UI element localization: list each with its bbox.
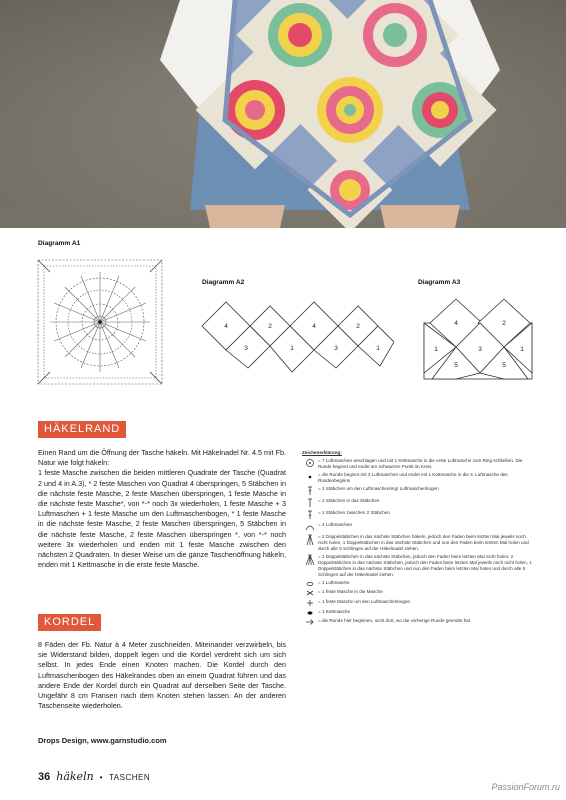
a3-label-3: 1 (434, 346, 438, 353)
page-number: 36 (38, 771, 51, 783)
round-start-icon (302, 472, 318, 482)
kordel-heading: KORDEL (38, 614, 101, 631)
diagram-a2-chart (198, 296, 394, 376)
kordel-text: 8 Fäden der Fb. Natur à 4 Meter zuschneiden. Miteinander verzwirbeln, bis sie Widerstand bilden, doppelt legen und die Kordel verdreht sich um sich selbst. In jedes Ende einen Knoten machen. Die Kordel durch den Luftmaschenbogen des Häkelrandes oben an einem Quadrat führen und das andere Ende der Kordel durch ein Quadrat auf derselben Seite der Tasche. Ungefähr 8 cm Fransen nach dem Knoten stehen lassen. An der anderen Taschenseite wiederholen. (38, 640, 286, 711)
diagram-a3-title: Diagramm A3 (418, 279, 461, 286)
legend-row (302, 618, 532, 626)
legend-text: = 1 Stäbchen in das Stäbchen (318, 498, 380, 503)
legend-row (302, 589, 532, 597)
legend-row (302, 599, 532, 607)
chain-loop-icon (302, 522, 318, 532)
dc-icon (302, 498, 318, 508)
diagram-a3-chart (420, 293, 536, 389)
credit-line: Drops Design, www.garnstudio.com (38, 736, 167, 745)
legend-text: = 1 Doppelstäbchen in das nächste Stäbchen, jedoch den Faden beim letzten Mal nicht holen, 2 Doppelstäbchen in das nächste Stäbchen, jedoch den Faden beim letzten Mal jeweils noch nicht holen, 1 Doppelstäbchen in das nächste Stäbchen und nun den Faden beim letzten Mal holen und durch alle 5 Schlingen auf der Häkelnadel ziehen. (318, 554, 532, 577)
legend-row (302, 534, 532, 552)
a3-label-5: 5 (454, 362, 458, 369)
a3-label-7: 5 (502, 362, 506, 369)
a2-label-2: 3 (244, 345, 248, 352)
legend-row (302, 458, 532, 470)
haekelrand-heading: HÄKELRAND (38, 421, 126, 438)
legend-row (302, 498, 532, 508)
legend-text: = 4 Luftmaschen (318, 522, 353, 527)
arrow-icon (302, 618, 318, 626)
a2-label-1: 4 (224, 323, 228, 330)
legend-row (302, 472, 532, 484)
legend-text: = die Runde beginnt mit 3 Luftmaschen und endet mit 1 Kettmasche in die 3. Luftmasche des Rundenbeginns (318, 472, 508, 483)
a2-label-5: 4 (312, 323, 316, 330)
legend-text: = die Runde hier beginnen, nicht dort, wo die vorherige Runde geendet hat (318, 618, 471, 623)
a3-label-4: 3 (478, 346, 482, 353)
legend-text: = 1 feste Masche in die Masche (318, 589, 383, 594)
a3-label-2: 2 (502, 320, 506, 327)
a2-label-8: 1 (376, 345, 380, 352)
sc-icon (302, 589, 318, 597)
ring-icon (302, 458, 318, 468)
cluster-3-icon (302, 554, 318, 566)
legend-text: = 2 Doppelstäbchen in das nächste Stäbchen häkeln, jedoch den Faden beim letzten Mal jeweils noch nicht holen, 1 Doppelstäbchen in das nächste Stäbchen und nun den Faden beim letzten Mal holen und durch alle 5 Schlingen auf der Häkelnadel ziehen. (318, 534, 529, 551)
symbol-legend (302, 450, 532, 628)
bag-photo-illustration (0, 0, 566, 228)
dc-chain-icon (302, 486, 318, 496)
dc-between-icon (302, 510, 318, 520)
diagram-a1-title: Diagramm A1 (38, 240, 81, 247)
page-footer (38, 770, 150, 783)
a2-label-4: 1 (290, 345, 294, 352)
diagram-a2-title: Diagramm A2 (202, 279, 245, 286)
magazine-section: TASCHEN (108, 773, 151, 782)
legend-text: = 1 Kettmasche (318, 609, 351, 614)
legend-row (302, 522, 532, 532)
watermark: PassionForum.ru (491, 782, 560, 792)
cluster-2-icon (302, 534, 318, 546)
a2-label-6: 3 (334, 345, 338, 352)
legend-text: = 1 Stäbchen um den Luftmaschenring/ Luftmaschenbogen (318, 486, 439, 491)
legend-row (302, 510, 532, 520)
diagram-a1-chart (30, 250, 170, 395)
legend-text: = 1 feste Masche um den Luftmaschenbogen (318, 599, 411, 604)
legend-text: = 7 Luftmaschen anschlagen und mit 1 Kettmasche in die erste Luftmasche zum Ring schließen. Die Runde beginnt und endet am schwarzen Punkt im Kreis. (318, 458, 523, 469)
a3-label-1: 4 (454, 320, 458, 327)
legend-rows (302, 458, 532, 626)
legend-row (302, 609, 532, 616)
legend-text: = 1 Stäbchen zwischen 2 Stäbchen (318, 510, 390, 515)
legend-row (302, 580, 532, 587)
a2-label-7: 2 (356, 323, 360, 330)
legend-title: Zeichenerklärung: (302, 450, 342, 455)
hero-photo (0, 0, 566, 228)
legend-text: = 1 Luftmasche (318, 580, 350, 585)
legend-row (302, 554, 532, 578)
a2-label-3: 2 (268, 323, 272, 330)
legend-row (302, 486, 532, 496)
magazine-brand: häkeln (56, 770, 94, 783)
a3-label-6: 1 (520, 346, 524, 353)
sc-chain-icon (302, 599, 318, 607)
slip-stitch-icon (302, 609, 318, 616)
chain-stitch-icon (302, 580, 318, 587)
footer-separator: • (99, 773, 103, 782)
haekelrand-text: Einen Rand um die Öffnung der Tasche häkeln. Mit Häkelnadel Nr. 4.5 mit Fb. Natur wie folgt häkeln: 1 feste Masche zwischen die beiden mittleren Quadrate der Tasche (Quadrat 2 und 4 in A.3), * 2 feste Maschen von Quadrat 4 überspringen, 5 Stäbchen in die nächste feste Masche, 2 feste Maschen überspringen, 1 feste Masche in die nächste feste Masche*, von *-* noch 3x wiederholen, 1 feste Masche + 3 Luftmaschen + 1 feste Masche um den Luftmaschenbogen, * 1 feste Masche in die nächste feste Masche, 2 feste Maschen überspringen, 5 Stäbchen in die nächste feste Masche, 2 feste Maschen überspringen *, von *-* noch weitere 3x wiederholen und enden mit 1 feste Masche zwischen den nächsten 2 Quadraten. In dieser Weise um die ganze Taschenöffnung häkeln, enden mit 1 Kettmasche in die erste feste Masche. (38, 448, 286, 570)
